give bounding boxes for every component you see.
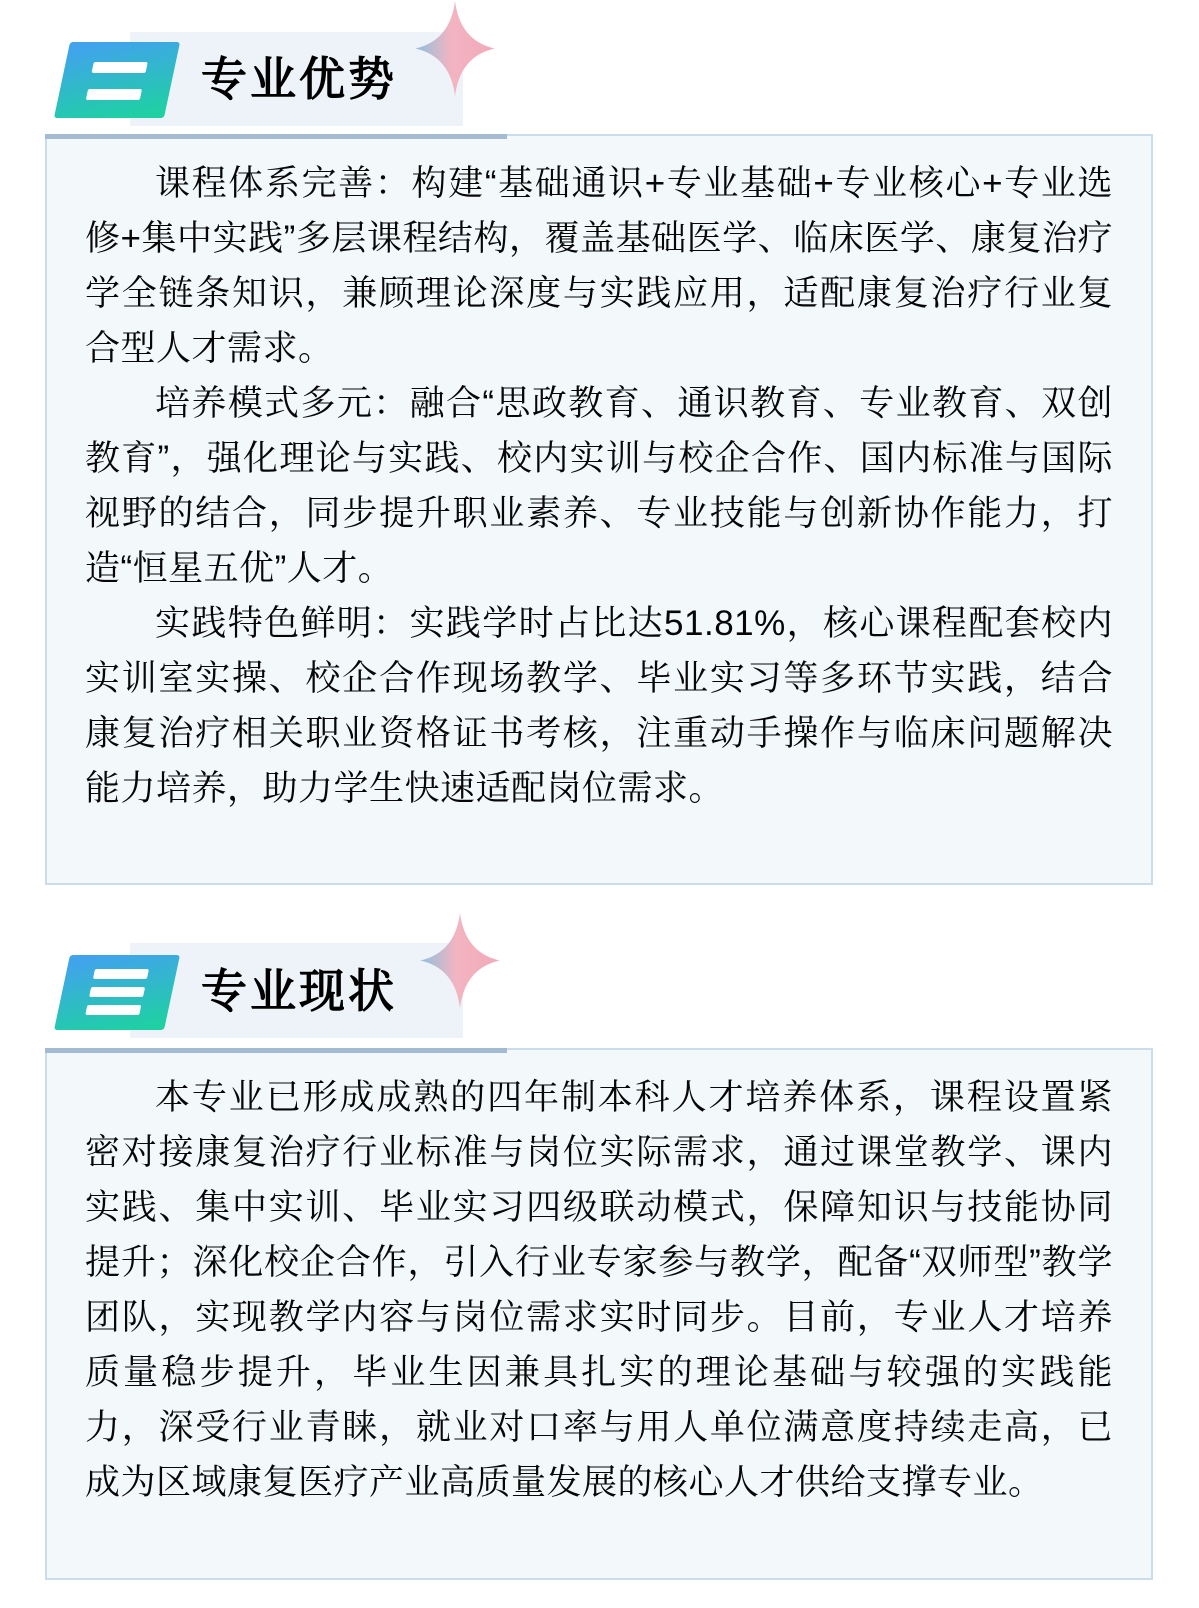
paragraph: 课程体系完善：构建“基础通识+专业基础+专业核心+专业选修+集中实践”多层课程结构，覆盖基础医学、临床医学、康复治疗学全链条知识，兼顾理论深度与实践应用，适配康复治疗行业复合型人才需求。 xyxy=(85,164,1113,368)
paragraph: 本专业已形成成熟的四年制本科人才培养体系，课程设置紧密对接康复治疗行业标准与岗位实际需求，通过课堂教学、课内实践、集中实训、毕业实习四级联动模式，保障知识与技能协同提升；深化校企合作，引入行业专家参与教学，配备“双师型”教学团队，实现教学内容与岗位需求实时同步。目前，专业人才培养质量稳步提升，毕业生因兼具扎实的理论基础与较强的实践能力，深受行业青睐，就业对口率与用人单位满意度持续走高，已成为区域康复医疗产业高质量发展的核心人才供给支撑专业。 xyxy=(85,1078,1113,1502)
numeral-bar xyxy=(86,89,142,100)
section1-number-badge xyxy=(54,42,180,118)
section1-content-box xyxy=(45,134,1153,885)
numeral-bar xyxy=(89,987,145,997)
accent-bar xyxy=(45,134,507,139)
section2-body xyxy=(85,1070,1113,1510)
section2-title: 专业现状 xyxy=(201,965,397,1017)
section1-body xyxy=(85,156,1113,816)
section1-title: 专业优势 xyxy=(201,53,397,105)
sparkle-icon xyxy=(415,1,495,96)
section2-number-badge xyxy=(54,955,180,1030)
numeral-bar xyxy=(85,1005,141,1015)
numeral-bar xyxy=(91,62,147,73)
accent-bar xyxy=(45,1048,507,1053)
paragraph: 实践特色鲜明：实践学时占比达51.81%，核心课程配套校内实训室实操、校企合作现场教学、毕业实习等多环节实践，结合康复治疗相关职业资格证书考核，注重动手操作与临床问题解决能力培养，助力学生快速适配岗位需求。 xyxy=(85,604,1113,808)
section2-content-box xyxy=(45,1048,1153,1580)
sparkle-icon xyxy=(420,913,500,1008)
paragraph: 培养模式多元：融合“思政教育、通识教育、专业教育、双创教育”，强化理论与实践、校内实训与校企合作、国内标准与国际视野的结合，同步提升职业素养、专业技能与创新协作能力，打造“恒星五优”人才。 xyxy=(85,384,1113,588)
numeral-bar xyxy=(93,969,149,979)
